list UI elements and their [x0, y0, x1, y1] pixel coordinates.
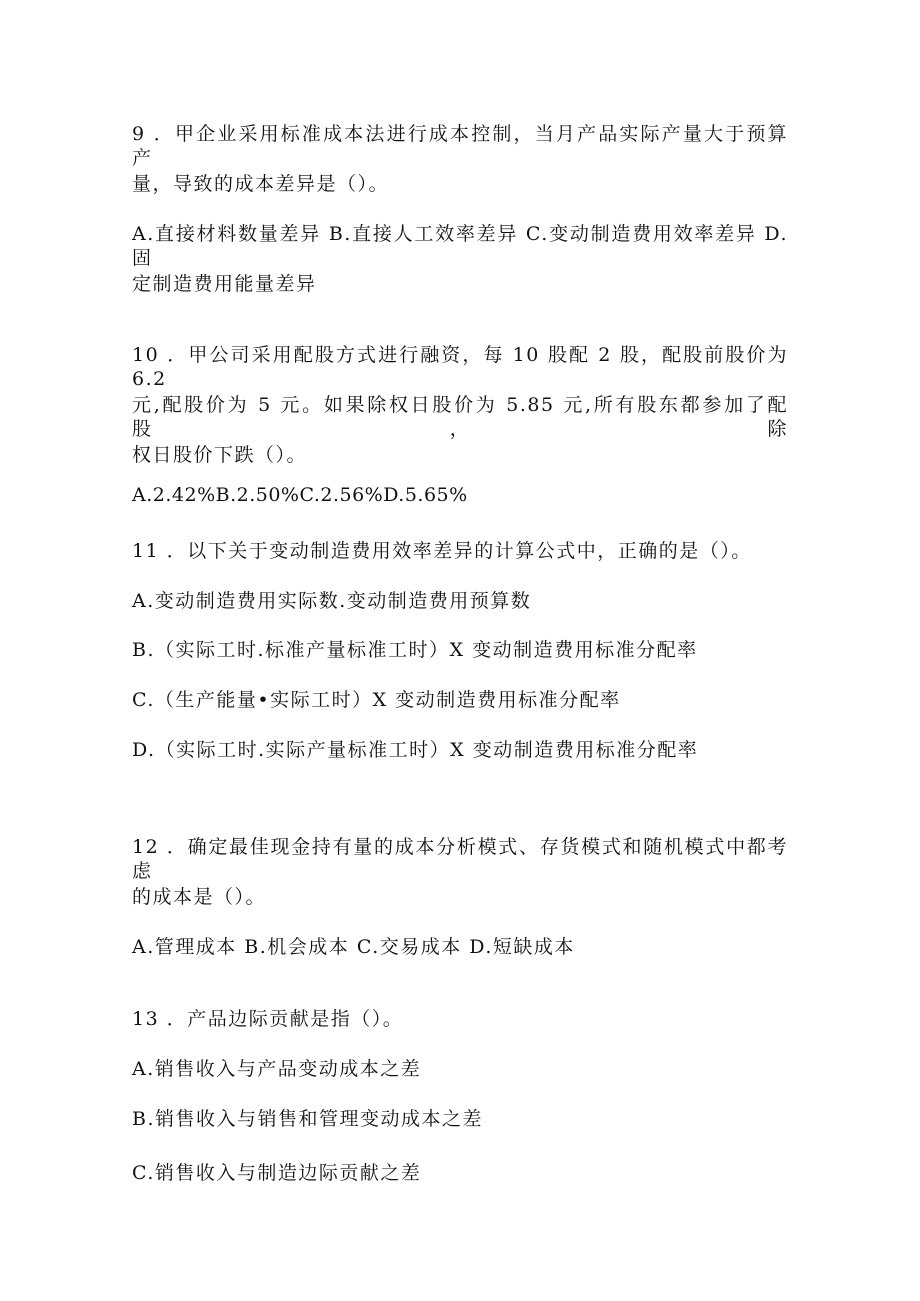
question-12-stem-line-2: 的成本是（）。	[132, 886, 267, 908]
question-13-stem: 13 ．产品边际贡献是指（）。	[132, 1008, 404, 1030]
question-10-stem-line-1: 10 ．甲公司采用配股方式进行融资，每 10 股配 2 股，配股前股价为 6.2	[132, 344, 788, 390]
question-12-options: A.管理成本 B.机会成本 C.交易成本 D.短缺成本	[132, 936, 575, 958]
question-9-options-line-1: A.直接材料数量差异 B.直接人工效率差异 C.变动制造费用效率差异 D.固	[132, 223, 788, 269]
question-10-stem-line-3: 权日股价下跌（）。	[132, 444, 308, 466]
question-9-stem-line-1: 9 ．甲企业采用标准成本法进行成本控制，当月产品实际产量大于预算产	[132, 123, 788, 169]
question-10-options: A.2.42%B.2.50%C.2.56%D.5.65%	[132, 484, 468, 506]
question-11-stem: 11 ．以下关于变动制造费用效率差异的计算公式中，正确的是（）。	[132, 540, 752, 562]
question-11-option-d: D.（实际工时.实际产量标准工时）X 变动制造费用标准分配率	[132, 739, 699, 761]
question-10-stem-line-2: 元,配股价为 5 元。如果除权日股价为 5.85 元,所有股东都参加了配股，除	[132, 394, 788, 440]
question-9-options-line-2: 定制造费用能量差异	[132, 273, 317, 295]
question-11-option-b: B.（实际工时.标准产量标准工时）X 变动制造费用标准分配率	[132, 639, 698, 661]
question-13-option-a: A.销售收入与产品变动成本之差	[132, 1058, 422, 1080]
question-12-stem-line-1: 12 ．确定最佳现金持有量的成本分析模式、存货模式和随机模式中都考虑	[132, 836, 788, 882]
question-9-stem-line-2: 量，导致的成本差异是（）。	[132, 173, 390, 195]
question-11-option-a: A.变动制造费用实际数.变动制造费用预算数	[132, 590, 532, 612]
question-13-option-b: B.销售收入与销售和管理变动成本之差	[132, 1108, 484, 1130]
question-13-option-c: C.销售收入与制造边际贡献之差	[132, 1162, 422, 1184]
question-11-option-c: C.（生产能量•实际工时）X 变动制造费用标准分配率	[132, 689, 621, 711]
